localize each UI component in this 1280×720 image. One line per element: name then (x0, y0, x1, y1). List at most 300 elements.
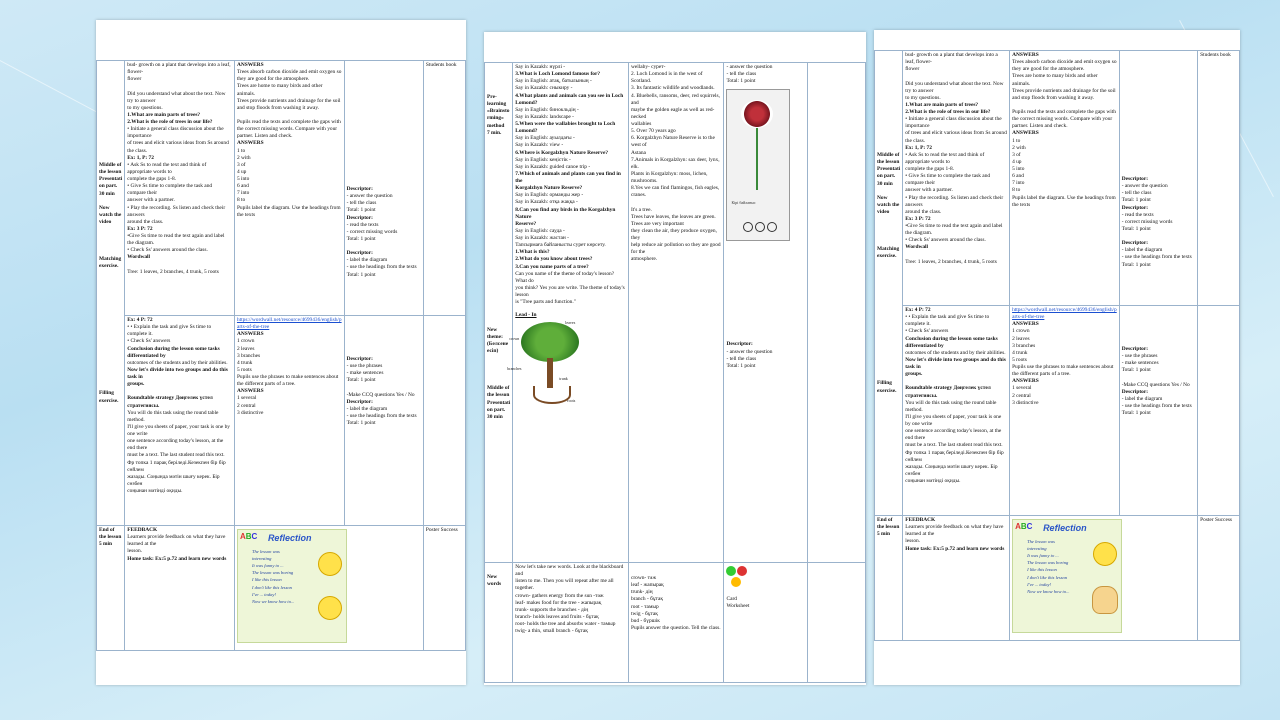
teacher-activity-line: 3.Can you name parts of a tree? (515, 263, 589, 270)
pupil-activity-line: 4 up (1012, 158, 1022, 165)
wordwall-link[interactable]: https://wordwall.net/resource/4699436/english/p arts-of-the-tree (1012, 307, 1117, 321)
pupil-activity-line: animals. (1012, 80, 1031, 87)
teacher-activity-line: Reserve? (515, 220, 537, 227)
words-list-line: trunk- дің (630, 589, 653, 596)
assessment-line: Total: 1 point (1121, 410, 1151, 417)
tree-label: crown (509, 336, 520, 342)
words-explanation-line: listen to me. Then you will repeat after me all together. (515, 578, 614, 592)
assessment-line: - tell the class (726, 71, 757, 78)
pupil-activity-line: 4 up (236, 168, 247, 175)
pupil-activity-line: Plants in Korgalzhyn: moss, lichen, mushrooms. (630, 170, 708, 184)
stage-label (877, 152, 900, 216)
resources-cell (808, 63, 866, 563)
words-explanation-line: crown- gathers energy from the sun -тәж (515, 592, 604, 599)
pupil-activity-line: 8 to (236, 197, 246, 204)
reflection-item: interesting (251, 556, 272, 562)
pupil-activity-line: Trees are very important (630, 220, 684, 227)
teacher-activity-line: • Check Ss' answers (905, 328, 949, 335)
teacher-activity-line: Say in English: кеңістік - (515, 156, 571, 163)
teacher-activity-line: 4.What plants and animals can you see in Loch (515, 92, 624, 99)
teacher-activity-line: Ex: 3 P: 72 (127, 225, 153, 232)
teacher-activity-line: 7.Which of animals and plants can you find in the (515, 170, 621, 184)
pupil-activity-line: 6 and (1012, 173, 1024, 180)
words-list-line: bud - бүршік (630, 617, 660, 624)
lesson-plan-page-left (96, 20, 466, 685)
resources-cell (1198, 516, 1240, 641)
assessment-line: - label the diagram (346, 257, 388, 264)
teacher-activity-line: •Give Ss time to read the text again and label the diagram. (127, 233, 225, 247)
assessment-cell (724, 63, 808, 563)
pupil-activity-line: cranes. (630, 192, 647, 199)
assessment-line: Total: 1 point (1121, 367, 1151, 374)
teacher-activity-line: • Check Ss' answers around the class. (127, 247, 208, 254)
teacher-activity-cell (903, 306, 1010, 516)
stage-label-line: watch the (877, 201, 900, 208)
feedback-line: Learners provide feedback on what they have learned at the (127, 534, 226, 548)
end-label-line: the lesson (877, 524, 900, 531)
pupil-activity-line: 2 with (1012, 144, 1026, 151)
teacher-activity-line (127, 388, 232, 395)
assessment-line: - tell the class (346, 200, 377, 207)
thumbs-up-icon (1092, 586, 1118, 614)
tree-roots-shape (533, 386, 571, 404)
pupil-activity-line: 1 several (1012, 385, 1032, 392)
middle-label-line: the lesson (487, 392, 510, 399)
assessment-line: Descriptor: (1121, 204, 1149, 211)
filling-label-line: Filling (99, 390, 114, 397)
filling-label-line: exercise. (99, 397, 119, 404)
pupil-activity-line: Pupils use the phrases to make sentences about (1012, 364, 1114, 370)
teacher-activity-line: Say in Kazakh: view - (515, 142, 564, 149)
pupil-activity-line: 5 roots (236, 366, 252, 373)
words-explanation-line: trunk- supports the branches - дің (515, 606, 589, 613)
teacher-activity-line: You will do this task using the round table method. (127, 409, 219, 423)
teacher-activity-line: Фр топка 1 парақ беріледі.Кезекпен бір бір сөйлем (905, 449, 1004, 463)
pupil-activity-line: 2 central (236, 402, 256, 409)
reflection-image (237, 529, 347, 643)
pupil-activity-line: 3 of (236, 161, 246, 168)
pupil-activity-line: Trees absorb carbon dioxide and emit oxygen so (1012, 59, 1117, 66)
tree-label: trunk (559, 376, 568, 382)
pupil-activity-cell (1010, 51, 1120, 306)
pupil-activity-line: Pupils use the phrases to make sentences about (236, 374, 339, 380)
assessment-line: Descriptor: (1121, 176, 1149, 182)
pupil-activity-line: 4 trunk (1012, 349, 1028, 356)
pupil-activity-line: Trees are home to many birds and other (1012, 73, 1098, 80)
assessment-line: - tell the class (1121, 190, 1152, 197)
teacher-activity-line: Ex: 4 P: 72 (127, 317, 153, 323)
teacher-activity-line: • Ask Ss to read the text and think of appropriate words to (905, 151, 985, 165)
assessment-line: Total: 1 point (726, 362, 756, 369)
teacher-activity-line: Say in English: сауда - (515, 227, 565, 234)
teacher-activity-line: соңынан мәтінді оқиды. (905, 478, 961, 484)
new-words-label (487, 574, 510, 588)
feedback-line: Home task: Ex:5 p.72 and learn new words (905, 545, 1005, 552)
pupil-activity-line: ANSWERS (1012, 130, 1039, 137)
circle-icon (767, 222, 777, 232)
pupil-activity-line: animals. (236, 90, 256, 97)
assessment-line: Total: 1 point (346, 377, 376, 384)
pre-learning-label-line: rming» (487, 115, 504, 122)
teacher-activity-line: to my questions. (127, 104, 163, 111)
pupil-activity-line: 2. Loch Lomond is in the west of Scotland. (630, 71, 703, 85)
words-list-cell (628, 563, 724, 683)
filling-label (99, 390, 122, 404)
words-list-line: root - тамыр (630, 603, 659, 610)
teacher-activity-line: • Ask Ss to read the text and think of appropriate words to (127, 161, 207, 175)
teacher-activity-line: 5.When were the wallabies brought to Loch Lomond? (515, 121, 616, 135)
teacher-activity-line: I'll give you sheets of paper, your task is one by one write (127, 423, 230, 437)
teacher-activity-line: •Give Ss time to read the text again and label the diagram. (905, 223, 1003, 237)
teacher-activity-line: around the class. (127, 218, 164, 225)
stage-label-line (877, 188, 900, 195)
pupil-activity-line: they are good for the atmosphere. (1012, 66, 1085, 73)
teacher-activity-line: must be a text. The last student read this text. (127, 452, 225, 459)
assessment-line: - answer the question (1121, 183, 1168, 190)
stage-label-line: 30 min (99, 190, 115, 197)
teacher-activity-line: • Check Ss' answers around the class. (905, 237, 986, 244)
stage-label-line: Middle of (99, 162, 122, 168)
teacher-activity-line: Roundtable strategy Дөңгелек үстел стратегиясы. (127, 395, 213, 409)
pupil-activity-cell (628, 63, 724, 563)
pupil-activity-line: ANSWERS (236, 140, 264, 147)
middle-label-line: Middle of (487, 385, 510, 392)
pupil-activity-cell (234, 316, 344, 526)
pupil-activity-line: Astana (630, 149, 646, 156)
pupil-activity-line: the different parts of a tree. (236, 381, 296, 388)
assessment-line: Total: 1 point (1121, 197, 1151, 204)
matching-label (877, 246, 900, 395)
pupil-activity-line: 2 leaves (236, 345, 255, 352)
stage-label-line (99, 198, 122, 205)
wordwall-link[interactable]: https://wordwall.net/resource/4699436/english/p arts-of-the-tree (236, 317, 342, 331)
feedback-line: Home task: Ex:5 p.72 and learn new words (127, 555, 227, 562)
teacher-activity-line: Say in English: атақ, батылының - (515, 78, 592, 85)
pupil-activity-line: the correct missing words. Compare with your (1012, 116, 1113, 123)
pupil-activity-line: 1 crown (1012, 328, 1030, 335)
end-label (99, 527, 122, 548)
reflection-item: The lesson was boring (251, 570, 294, 576)
teacher-activity-line: Conclusion during the lesson some tasks differentiated by (905, 335, 998, 349)
pre-learning-label (487, 94, 510, 137)
pupil-activity-line: Pupils label the diagram. Use the headings from (1012, 194, 1116, 201)
pupil-activity-line: 2 with (236, 154, 251, 161)
pupil-activity-line: ANSWERS (1012, 321, 1039, 328)
assessment-line: Total: 1 point (346, 235, 376, 242)
feedback-cell (125, 526, 235, 651)
pupil-activity-line: 7 into (236, 190, 250, 197)
resources-text: Students book (1200, 52, 1231, 58)
pupil-activity-line: Trees provide nutrients and drainage for the soil (1012, 87, 1116, 94)
words-explanation-line: twig- a thin, small branch - бұтақ (515, 628, 588, 635)
teacher-activity-line: Lomond? (515, 99, 538, 106)
reflection-item: Now we know how to... (1027, 588, 1070, 594)
teacher-activity-line: • • Explain the task and give Ss time to complete it. (905, 314, 990, 328)
pupil-activity-line: Pupils read the texts and complete the gaps with (1012, 109, 1116, 115)
teacher-activity-line: Did you understand what about the text. Now try to answer (905, 80, 1004, 94)
brainstorm-caption: Кірі байланыс (731, 200, 756, 206)
teacher-activity-line (905, 252, 1007, 259)
pre-learning-label-line: learning (487, 101, 507, 108)
teacher-activity-line: Did you understand what about the text. Now try to answer (127, 90, 226, 104)
pupil-activity-line: partner. Listen and check. (1012, 123, 1068, 130)
teacher-activity-line: Can you name of the theme of today's lesson? What do (515, 270, 615, 284)
tree-diagram-image (507, 320, 585, 406)
reflection-item: The lesson was (1027, 539, 1055, 544)
teacher-activity-line: Tree: 1 leaves, 2 branches, 4 trunk, 5 roots (127, 268, 219, 275)
pupil-activity-line: maybe the golden eagle as well as red-necked (630, 106, 715, 120)
stage-cell (485, 63, 513, 563)
stage-label-line: Now (877, 194, 888, 201)
stage-label-line: on part. (877, 173, 896, 180)
assessment-line: - label the diagram (1121, 247, 1163, 254)
assessment-line: -Make CCQ questions Yes / No (1121, 381, 1190, 388)
teacher-activity-line: 2.What is the role of trees in our life? (127, 119, 213, 125)
pupil-activity-line: the texts (1012, 201, 1031, 208)
brainstorm-image (726, 89, 790, 241)
assessment-line: - use the headings from the texts (346, 264, 417, 271)
pupil-activity-line: 4. Bluebells, ransoms, deer, red squirrels, and (630, 92, 720, 106)
matching-label-line: Matching (99, 256, 122, 263)
teacher-activity-line: You will do this task using the round table method. (905, 399, 997, 413)
teacher-activity-line: Say in Kazakh: guided canoe trip - (515, 163, 591, 170)
filling-label-line: exercise. (877, 387, 897, 394)
reflection-item: The lesson was (251, 549, 280, 554)
teacher-activity-line: to my questions. (905, 94, 941, 101)
stage-label-line: video (877, 209, 890, 215)
teacher-activity-line (905, 378, 1007, 385)
new-words-label-line: New (487, 574, 498, 580)
pupil-activity-line (1012, 102, 1117, 109)
tree-label: branches (507, 366, 522, 372)
pupil-activity-line: the different parts of a tree. (1012, 371, 1071, 378)
pupil-activity-line: 1 to (1012, 137, 1021, 144)
teacher-activity-line: Say in Kazakh: нүрлі - (515, 64, 566, 70)
lesson-plan-table (484, 62, 866, 683)
teacher-activity-line: Say in English: бинокльдің - (515, 106, 579, 113)
stage-cell (875, 51, 903, 516)
reflection-list (252, 548, 295, 605)
reflection-item: It was funny to ... (1027, 553, 1059, 559)
pre-learning-label-line: Pre- (487, 94, 497, 100)
assessment-line: - tell the class (726, 355, 757, 362)
pupil-activity-line: Trees have leaves, the leaves are green. (630, 213, 716, 220)
teacher-activity-line: flower (905, 66, 920, 73)
middle-label-line: Presentati (487, 399, 511, 406)
assessment-line: - answer the question (726, 348, 773, 355)
assessment-line: -Make CCQ questions Yes / No (346, 391, 415, 398)
pupil-activity-line: Pupils read the texts and complete the gaps with (236, 119, 341, 125)
new-words-label-line: words (487, 581, 502, 588)
resources-text: Poster Success (425, 527, 458, 533)
end-label-line: End of (877, 517, 893, 523)
pupil-activity-line: the correct missing words. Compare with your (236, 126, 338, 133)
resources-cell (1198, 306, 1240, 516)
lesson-plan-page-middle (484, 32, 866, 685)
teacher-activity-line: 8.Can you find any birds in the Korgalzhyn Nature (515, 206, 616, 220)
lesson-plan-table (874, 50, 1240, 641)
words-list-line: branch - бұтақ (630, 596, 663, 603)
teacher-activity-line: bud- growth on a plant that develops into a leaf, flower- (127, 62, 231, 76)
stage-label-line: video (99, 219, 112, 225)
stage-label-line: watch the (99, 211, 122, 218)
teacher-activity-line: Wordwall (905, 244, 929, 251)
teacher-activity-line: Now let's divide into two groups and do this task in (905, 356, 1006, 370)
assessment-cell (344, 61, 423, 316)
flower-shape (741, 100, 773, 128)
words-explanation-line: Now let's take new words. Look at the blackboard and (515, 564, 624, 578)
tree-trunk-shape (547, 358, 553, 388)
circle-icon (755, 222, 765, 232)
teacher-activity-line: bud- growth on a plant that develops into a leaf, flower- (905, 52, 998, 66)
pupil-activity-cell (1010, 306, 1120, 516)
stage-label-line: the lesson (99, 169, 122, 176)
teacher-activity-line: 1.What are main parts of trees? (905, 101, 979, 108)
resources-text: Poster Success (1200, 517, 1233, 523)
words-list-line: Pupils answer the question. Tell the class. (630, 624, 721, 631)
stage-cell (875, 516, 903, 641)
reflection-item: The lesson was boring (1027, 560, 1069, 566)
pupil-activity-line: 4 trunk (236, 359, 253, 366)
teacher-activity-line: 1.What are main parts of trees? (127, 111, 201, 118)
tree-label: roots (567, 398, 576, 404)
pupil-activity-line: 2 leaves (1012, 335, 1030, 342)
pupil-activity-line: wallabies (630, 121, 652, 127)
teacher-activity-line: Say in Kazakh: landscape - (515, 113, 574, 120)
matching-label-line: exercise. (877, 253, 897, 260)
tree-label: leaves (565, 320, 576, 326)
assessment-line: - use the headings from the texts (1121, 254, 1192, 261)
resources-cell (423, 526, 465, 651)
teacher-activity-line: Say in English: орманды жер - (515, 192, 584, 199)
abc-icon: ABC (1015, 522, 1033, 531)
pupil-activity-line: 6 and (236, 183, 249, 190)
pupil-activity-line: and stop floods from washing it away. (1012, 94, 1095, 101)
pupil-activity-line: 2 central (1012, 392, 1031, 399)
teacher-activity-line: • Check Ss' answers (127, 338, 171, 345)
assessment-line: Descriptor: (1121, 346, 1149, 352)
tree-crown-shape (521, 322, 579, 362)
assessment-line: - use the headings from the texts (1121, 403, 1192, 409)
pupil-activity-line: ANSWERS (236, 62, 264, 68)
teacher-activity-line: I'll give you sheets of paper, your task is one by one write (905, 413, 1002, 427)
reflection-item: It was funny to ... (251, 563, 284, 569)
assessment-line (1122, 233, 1195, 240)
stage-cell (97, 526, 125, 651)
pupil-activity-line: help reduce air pollution so they are good for the (630, 242, 721, 256)
assessment-cell (1119, 306, 1197, 516)
teacher-activity-line: complete the gaps 1-8. (127, 176, 177, 182)
teacher-activity-line: of trees and elicit various ideas from Ss around the class. (127, 140, 229, 154)
assessment-line (1122, 375, 1195, 382)
assessment-line: Total: 1 point (1121, 225, 1151, 232)
teacher-activity-line: соңынан мәтінді оқиды. (127, 488, 183, 494)
new-theme-label-line: theme: (487, 333, 503, 340)
pre-learning-label-line: «Brainsto (487, 108, 510, 115)
assessment-line: Descriptor: (726, 341, 753, 348)
teacher-activity-line: • Play the recording. Ss listen and check their answers (905, 194, 1004, 208)
teacher-activity-cell (125, 61, 235, 316)
pupil-activity-line: 6. Korgalzhyn Nature Reserve is to the west of (630, 135, 715, 149)
words-explanation-line: leaf- makes food for the tree - жапырақ (515, 599, 602, 606)
teacher-activity-line: Ex: 1, P: 72 (127, 154, 154, 161)
words-list-line: crown- тәж (630, 575, 657, 581)
resources-cell (808, 563, 866, 683)
feedback-line: Learners provide feedback on what they have learned at the (905, 524, 1004, 538)
assessment-cell (344, 316, 423, 526)
teacher-activity-line: • Initiate a general class discussion about the importance (905, 116, 1002, 130)
teacher-activity-line: Tree: 1 leaves, 2 branches, 4 trunk, 5 roots (905, 258, 997, 265)
words-list-line: leaf - жапырақ (630, 582, 664, 589)
teacher-activity-line: Ex: 1, P: 72 (905, 144, 932, 151)
teacher-activity-line: Korgalzhyn Nature Reserve? (515, 185, 583, 192)
teacher-activity-line: Say in Kazakh: жастан - (515, 235, 569, 241)
assessment-line: - correct missing words (346, 228, 398, 235)
stem-shape (756, 128, 758, 190)
matching-label-line: Matching (877, 246, 900, 253)
teacher-activity-line: Say in Kazakh: сныкиру - (515, 85, 573, 92)
assessment-line: - make sentences (1121, 360, 1159, 367)
assessment-line: - use the phrases (346, 363, 383, 370)
new-theme-label-line: есіп) (487, 348, 499, 355)
pupil-activity-line: 3 branches (236, 352, 261, 359)
middle-label-line: on part. (487, 406, 506, 413)
resources-line: Worksheet (726, 603, 750, 610)
teacher-activity-line: outcomes of the students and by their abilities. (905, 349, 1006, 356)
assessment-cell (724, 563, 808, 683)
pupil-activity-line (631, 199, 722, 206)
pupil-activity-line: 8.Yes we can find flamingos, fish eagles, (630, 185, 720, 192)
pupil-activity-line: partner. Listen and check. (236, 133, 293, 140)
reflection-cell (234, 526, 423, 651)
pupil-activity-line: 3 branches (1012, 342, 1036, 349)
reflection-item: I've ... today! (1027, 581, 1052, 587)
pupil-activity-line: 5. Over 70 years ago (630, 128, 676, 135)
reflection-title: Reflection (267, 533, 312, 543)
reflection-item: I don't like this lesson (1027, 574, 1068, 580)
teacher-activity-line: Roundtable strategy Дөңгелек үстел стратегиясы. (905, 385, 991, 399)
feedback-cell (903, 516, 1010, 641)
pupil-activity-line: they are good for the atmosphere. (236, 76, 310, 83)
assessment-line: - answer the question (726, 64, 773, 70)
assessment-line: - read the texts (346, 221, 379, 228)
teacher-activity-line: Фр топка 1 парақ беріледі.Кезекпен бір бір сөйлем (127, 459, 226, 473)
reflection-item: I've ... today! (251, 591, 277, 597)
teacher-activity-line: • • Explain the task and give Ss time to complete it. (127, 324, 212, 338)
end-label-line: 5 min (877, 531, 891, 538)
assessment-line: Total: 1 point (346, 420, 376, 427)
new-theme-label (487, 327, 510, 356)
assessment-line: - use the phrases (1121, 353, 1158, 360)
stage-label-line: Middle of (877, 152, 900, 158)
middle-label (487, 385, 510, 421)
teacher-activity-line: flower (127, 76, 142, 83)
reflection-item: interesting (1027, 546, 1047, 552)
reflection-item: Now we know how to... (251, 598, 295, 604)
teacher-activity-line: outcomes of the students and by their abilities. (127, 359, 228, 366)
teacher-activity-line: of trees and elicit various ideas from Ss around the class. (905, 130, 1007, 144)
assessment-line (347, 385, 421, 392)
teacher-activity-line: one sentence according today's lesson, at the end there (905, 428, 1002, 442)
reflection-item: I like this lesson (1027, 567, 1057, 573)
assessment-line: Total: 1 point (346, 271, 376, 278)
end-label (877, 517, 900, 538)
teacher-activity-line: groups. (127, 381, 145, 388)
smiley-icon (318, 552, 342, 576)
assessment-line: - correct missing words (1121, 218, 1173, 225)
teacher-activity-line: 6.Where is Korgalzhyn Nature Reserve? (515, 149, 609, 156)
words-explanation-line: branch- holds leaves and fruits - бұтақ (515, 613, 599, 620)
